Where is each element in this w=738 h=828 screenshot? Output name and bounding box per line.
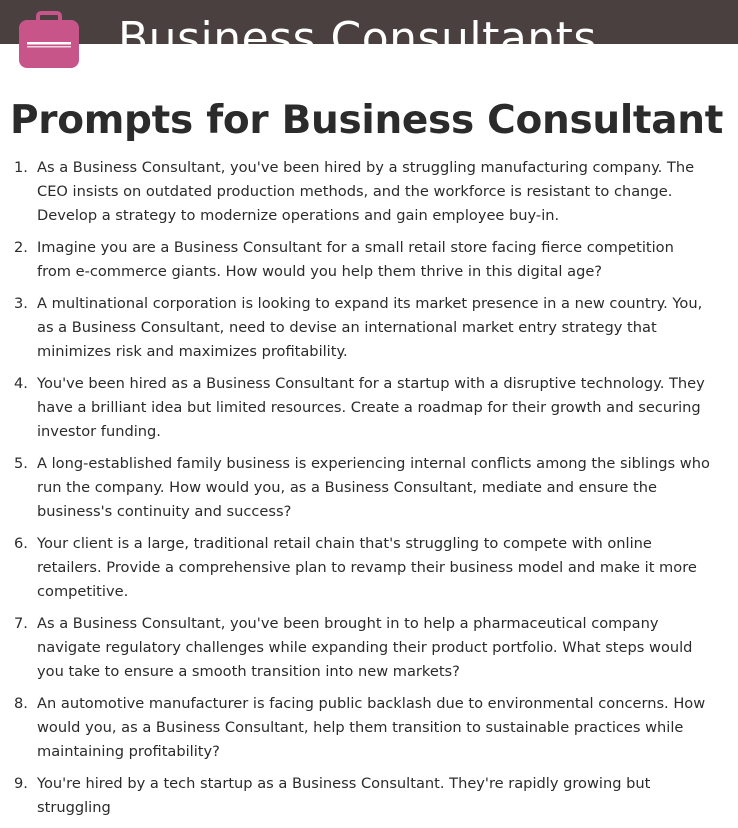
prompt-text: Your client is a large, traditional retail chain that's struggling to compete with online retailers. Provide a comprehensive plan to revamp their business model and make it more competitive. [37, 535, 697, 600]
prompt-item [0, 772, 738, 820]
prompt-item [0, 156, 738, 228]
prompt-number: 7. [14, 615, 28, 632]
header-title: Business Consultants [118, 13, 597, 64]
prompt-item [0, 692, 738, 764]
prompt-number: 8. [14, 695, 28, 712]
prompt-item [0, 452, 738, 524]
prompt-item [0, 292, 738, 364]
prompt-item [0, 372, 738, 444]
prompt-number: 2. [14, 239, 28, 256]
briefcase-icon[interactable] [19, 12, 79, 68]
page-title: Prompts for Business Consultant [10, 98, 724, 143]
header-bar [0, 0, 738, 64]
prompt-list [0, 156, 738, 828]
prompt-number: 1. [14, 159, 28, 176]
prompt-item [0, 612, 738, 684]
prompt-text: An automotive manufacturer is facing public backlash due to environmental concerns. How would you, as a Business Consultant, help them transition to sustainable practices while maintaining profitability? [37, 695, 706, 760]
prompt-item [0, 236, 738, 284]
prompt-number: 3. [14, 295, 28, 312]
prompt-text: You're hired by a tech startup as a Business Consultant. They're rapidly growing but struggling [37, 775, 651, 816]
prompt-text: As a Business Consultant, you've been brought in to help a pharmaceutical company navigate regulatory challenges while expanding their product portfolio. What steps would you take to ensure a smooth transition into new markets? [37, 615, 693, 680]
prompt-item [0, 532, 738, 604]
prompt-text: A multinational corporation is looking to expand its market presence in a new country. You, as a Business Consultant, need to devise an international market entry strategy that minimizes risk and maximizes profitability. [37, 295, 703, 360]
prompt-text: A long-established family business is experiencing internal conflicts among the siblings who run the company. How would you, as a Business Consultant, mediate and ensure the business's continuity and success? [37, 455, 710, 520]
prompt-number: 6. [14, 535, 28, 552]
prompt-number: 4. [14, 375, 28, 392]
prompt-text: You've been hired as a Business Consultant for a startup with a disruptive technology. They have a brilliant idea but limited resources. Create a roadmap for their growth and securing investor funding. [37, 375, 705, 440]
prompt-text: As a Business Consultant, you've been hired by a struggling manufacturing company. The CEO insists on outdated production methods, and the workforce is resistant to change. Develop a strategy to modernize operations and gain employee buy-in. [37, 159, 695, 224]
prompt-number: 5. [14, 455, 28, 472]
prompt-text: Imagine you are a Business Consultant for a small retail store facing fierce competition from e-commerce giants. How would you help them thrive in this digital age? [37, 239, 674, 280]
prompt-number: 9. [14, 775, 28, 792]
